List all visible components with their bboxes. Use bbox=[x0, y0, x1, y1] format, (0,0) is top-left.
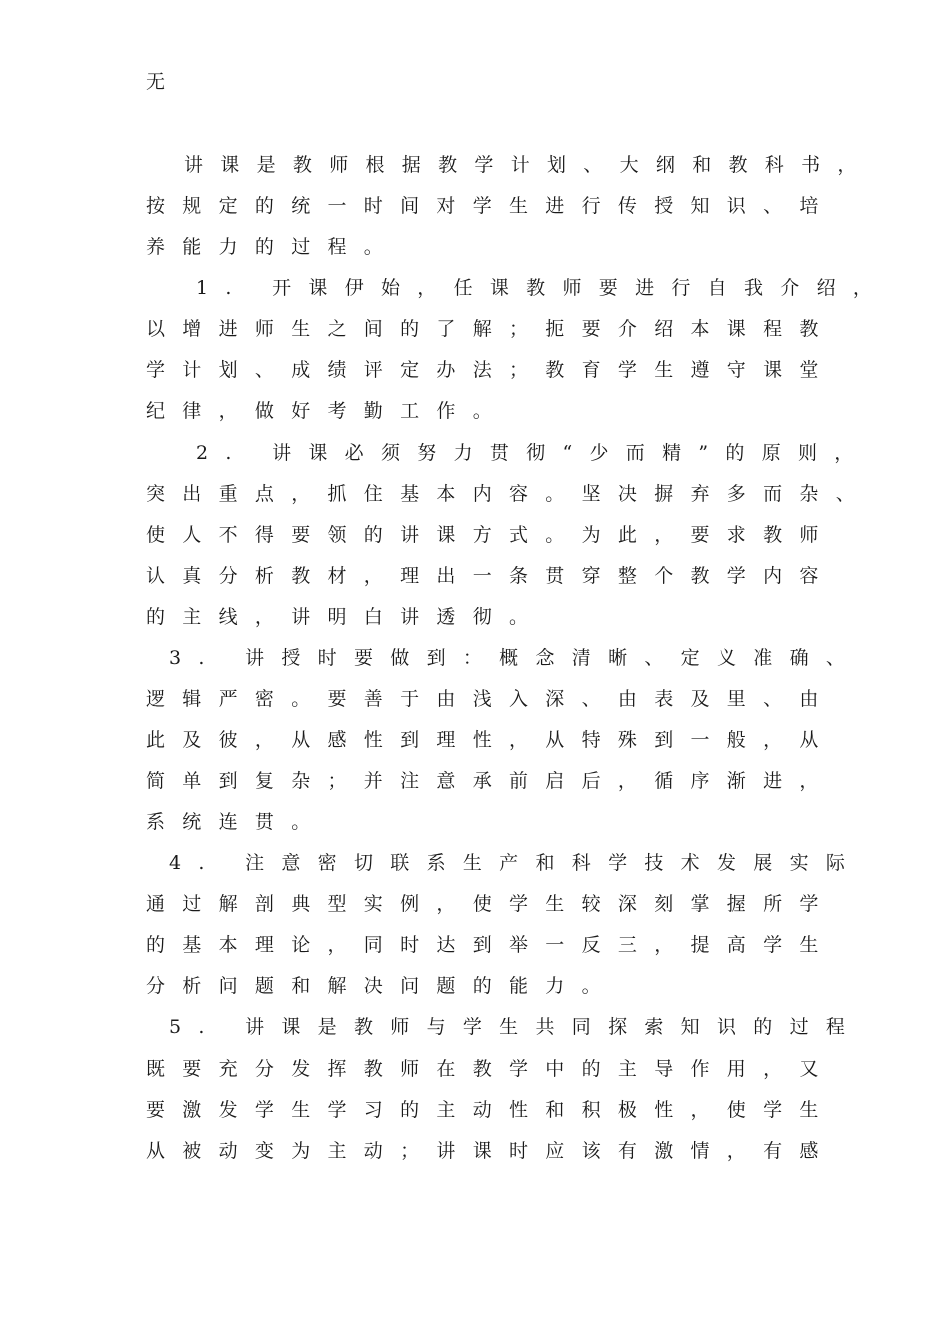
paragraph-line: 4. 注意密切联系生产和科学技术发展实际 bbox=[169, 852, 863, 874]
paragraph-line: 1. 开课伊始，任课教师要进行自我介绍， bbox=[196, 277, 890, 299]
paragraph-line: 的基本理论，同时达到举一反三，提高学生 bbox=[146, 934, 836, 956]
paragraph-line: 认真分析教材，理出一条贯穿整个教学内容 bbox=[146, 565, 836, 587]
header-label: 无 bbox=[146, 71, 166, 93]
paragraph-line: 5. 讲课是教师与学生共同探索知识的过程 bbox=[169, 1016, 863, 1038]
paragraph-line: 要激发学生学习的主动性和积极性，使学生 bbox=[146, 1099, 836, 1121]
paragraph-line: 系统连贯。 bbox=[146, 811, 328, 833]
paragraph-line: 讲课是教师根据教学计划、大纲和教科书， bbox=[184, 154, 874, 176]
paragraph-line: 3. 讲授时要做到：概念清晰、定义准确、 bbox=[169, 647, 863, 669]
paragraph-line: 2. 讲课必须努力贯彻“少而精”的原则， bbox=[196, 442, 871, 464]
paragraph-line: 此及彼，从感性到理性，从特殊到一般，从 bbox=[146, 729, 836, 751]
paragraph-line: 简单到复杂；并注意承前启后，循序渐进， bbox=[146, 770, 836, 792]
paragraph-line: 逻辑严密。要善于由浅入深、由表及里、由 bbox=[146, 688, 836, 710]
paragraph-line: 从被动变为主动；讲课时应该有激情，有感 bbox=[146, 1140, 836, 1162]
paragraph-line: 以增进师生之间的了解；扼要介绍本课程教 bbox=[146, 318, 836, 340]
paragraph-line: 使人不得要领的讲课方式。为此，要求教师 bbox=[146, 524, 836, 546]
paragraph-line: 养能力的过程。 bbox=[146, 236, 401, 258]
paragraph-line: 的主线，讲明白讲透彻。 bbox=[146, 606, 546, 628]
paragraph-line: 既要充分发挥教师在教学中的主导作用，又 bbox=[146, 1058, 836, 1080]
paragraph-line: 学计划、成绩评定办法；教育学生遵守课堂 bbox=[146, 359, 836, 381]
paragraph-line: 分析问题和解决问题的能力。 bbox=[146, 975, 618, 997]
paragraph-line: 纪律，做好考勤工作。 bbox=[146, 400, 510, 422]
paragraph-line: 按规定的统一时间对学生进行传授知识、培 bbox=[146, 195, 836, 217]
paragraph-line: 通过解剖典型实例，使学生较深刻掌握所学 bbox=[146, 893, 836, 915]
paragraph-line: 突出重点，抓住基本内容。坚决摒弃多而杂、 bbox=[146, 483, 873, 505]
